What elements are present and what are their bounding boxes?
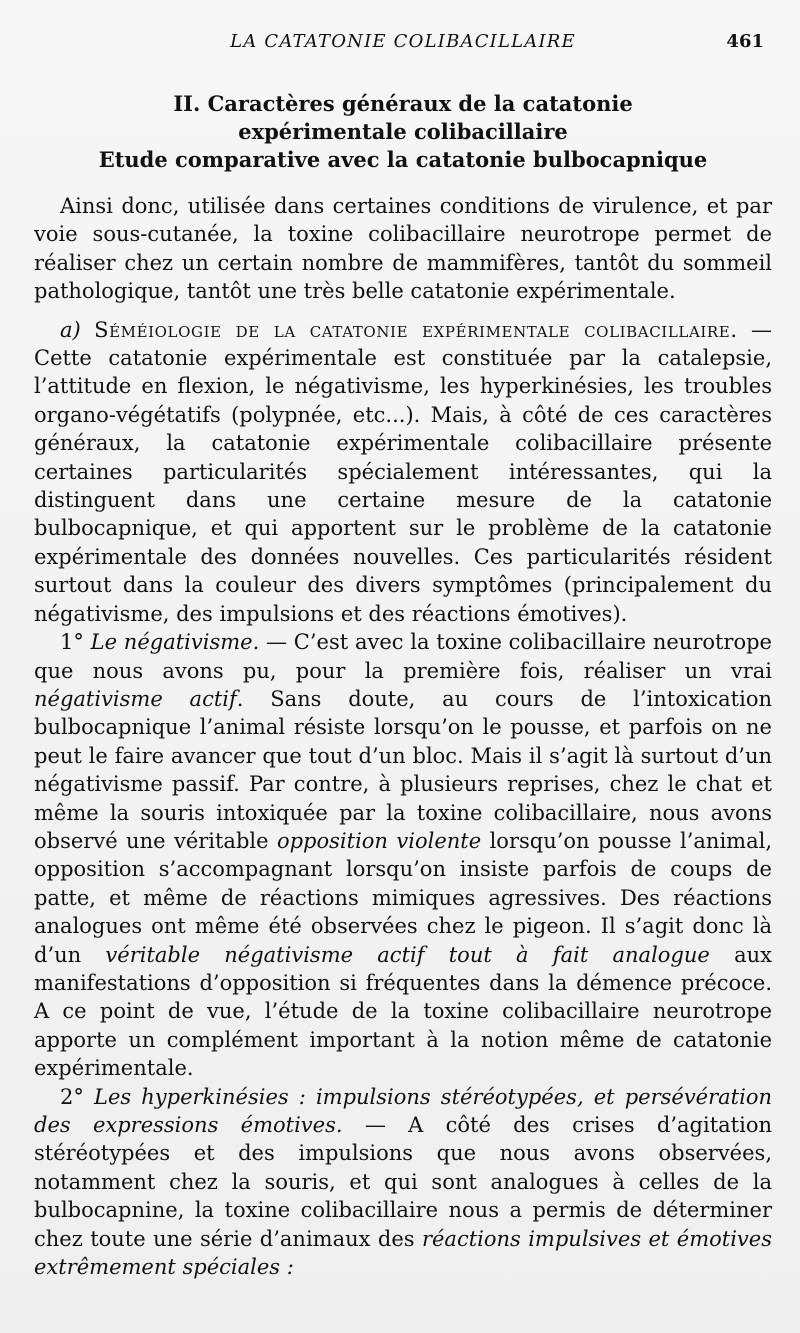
section-heading: [34, 90, 772, 174]
section-title-line-1: II. Caractères généraux de la catatonie: [173, 91, 633, 116]
paragraph-a: [34, 316, 772, 628]
section-title-line-2: expérimentale colibacillaire: [238, 119, 568, 144]
paragraph-2-text-a: — A côté des crises d’agitation stéréotypées et des impulsions que nous avons observées, notamment chez la souris, et qui sont analogues à celles de la bulbocapnine, la toxine colibacillaire nous a permis de déterminer chez toute une série d’animaux des: [34, 1113, 772, 1251]
paragraph-1-text-c: lorsqu’on pousse l’animal, opposition s’accompagnant lorsqu’on insiste parfois de coups de patte, et même de réactions mimiques agressives. Des réactions analogues ont même été observées chez le pigeon. Il s’agit donc là d’un: [34, 828, 772, 967]
paragraph-1-number: 1°: [60, 630, 84, 655]
paragraph-1-text-a: — C’est avec la toxine colibacillaire neurotrope que nous avons pu, pour la première fois, réaliser un vrai: [34, 630, 772, 683]
paragraph-2-title: Les hyperkinésies : impulsions stéréotypées, et persévération des expressions émotives.: [34, 1084, 772, 1137]
paragraph-2: [34, 1083, 772, 1282]
paragraph-1-emphasis-3: véritable négativisme actif tout à fait analogue: [105, 942, 710, 967]
paragraph-1-text-b: . Sans doute, au cours de l’intoxication bulbocapnique l’animal résiste lorsqu’on le pousse, et parfois on ne peut le faire avancer que tout d’un bloc. Mais il s’agit là surtout d’un négativisme passif. Par contre, à plusieurs reprises, chez le chat et même la souris intoxiquée par la toxine colibacillaire, nous avons observé une véritable: [34, 686, 772, 853]
paragraph-2-number: 2°: [60, 1084, 84, 1109]
subsection-a-text: — Cette catatonie expérimentale est constituée par la catalepsie, l’attitude en flexion, le négativisme, les hyperkinésies, les troubles organo-végétatifs (polypnée, etc...). Mais, à côté de ces caractères généraux, la catatonie expérimentale colibacillaire présente certaines particularités spécialement intéressantes, qui la distinguent dans une certaine mesure de la catatonie bulbocapnique, et qui apportent sur le problème de la catatonie expérimentale des données nouvelles. Ces particularités résident surtout dans la couleur des divers symptômes (principalement du négativisme, des impulsions et des réactions émotives).: [34, 317, 772, 626]
body-text: [34, 192, 772, 1281]
paragraph-1-title: Le négativisme.: [90, 630, 260, 655]
subsection-a-heading: Séméiologie de la catatonie expérimentale colibacillaire.: [94, 317, 738, 342]
section-title-line-3: Etude comparative avec la catatonie bulbocapnique: [98, 147, 708, 172]
paragraph-1: [34, 628, 772, 1083]
page-number: 461: [726, 31, 764, 52]
running-title: LA CATATONIE COLIBACILLAIRE: [230, 31, 576, 52]
intro-paragraph: Ainsi donc, utilisée dans certaines conditions de virulence, et par voie sous-cutanée, la toxine colibacillaire neurotrope permet de réaliser chez un certain nombre de mammifères, tantôt du sommeil pathologique, tantôt une très belle catatonie expérimentale.: [34, 194, 772, 304]
paragraph-1-text-d: aux manifestations d’opposition si fréquentes dans la démence précoce. A ce point de vue, l’étude de la toxine colibacillaire neurotrope apporte un complément important à la notion même de catatonie expérimentale.: [34, 942, 772, 1081]
paragraph-1-emphasis-2: opposition violente: [276, 828, 482, 853]
paragraph-2-emphasis: réactions impulsives et émotives extrêmement spéciales :: [34, 1226, 772, 1280]
running-head: [34, 0, 772, 82]
subsection-a-label: a): [60, 317, 81, 342]
paragraph-1-emphasis-1: négativisme actif: [34, 686, 237, 711]
